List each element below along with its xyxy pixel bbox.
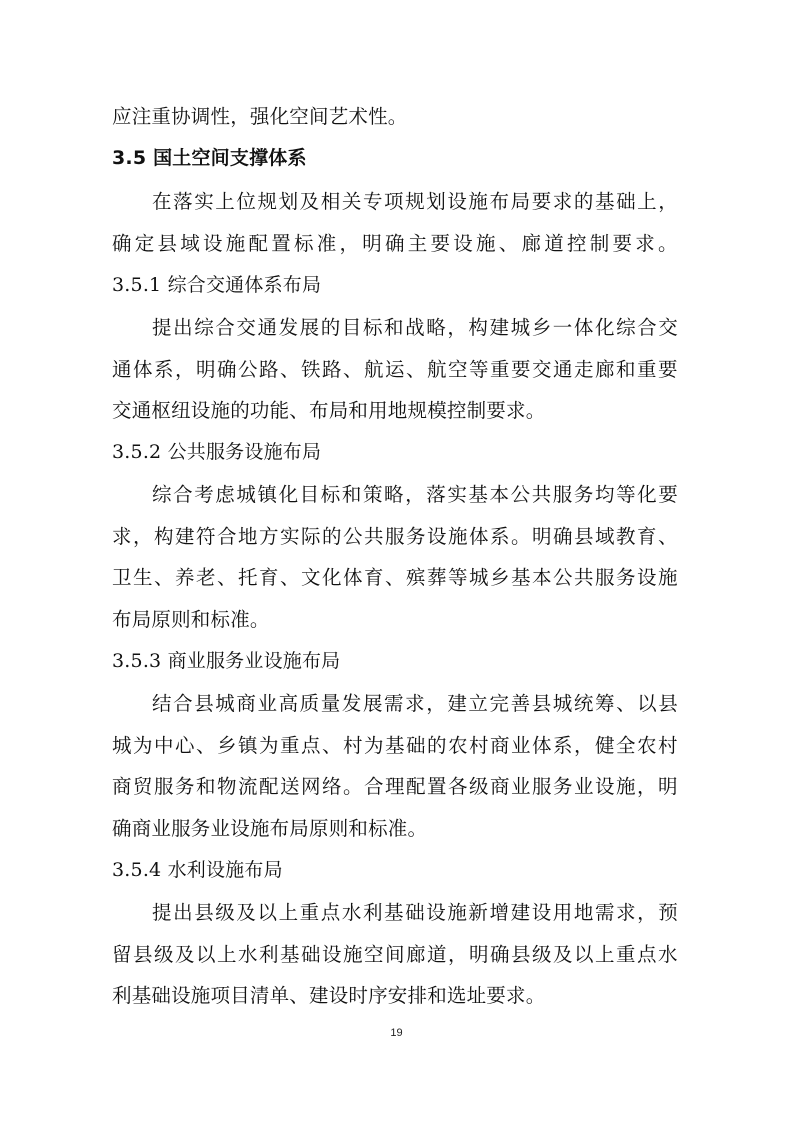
paragraph-line: 城 为 中 心 、 乡 镇 为 重 点 、 村 为 基 础 的 农 村 商 业 体 系 ， 健 全 农 村 [112,734,678,757]
paragraph-line: 确 定 县 域 设 施 配 置 标 准 ， 明 确 主 要 设 施 、 廊 道 控 制 要 求 。 [112,232,678,255]
paragraph-line: 通 体 系 ， 明 确 公 路 、 铁 路 、 航 运 、 航 空 等 重 要 交 通 走 廊 和 重 要 [112,358,678,381]
paragraph-line: 综 合 考 虑 城 镇 化 目 标 和 策 略 ， 落 实 基 本 公 共 服 务 均 等 化 要 [152,483,678,506]
subsection-heading: 3.5.2 公共服务设施布局 [112,441,322,463]
section-heading: 3.5 国土空间支撑体系 [112,147,307,169]
paragraph-line: 应注重协调性，强化空间艺术性。 [112,105,408,128]
subsection-heading: 3.5.1 综合交通体系布局 [112,274,322,296]
paragraph-line: 提 出 综 合 交 通 发 展 的 目 标 和 战 略 ， 构 建 城 乡 一 体 化 综 合 交 [152,316,678,339]
paragraph-line: 卫 生 、 养 老 、 托 育 、 文 化 体 育 、 殡 葬 等 城 乡 基 本 公 共 服 务 设 施 [112,566,678,589]
paragraph-line: 交通枢纽设施的功能、布局和用地规模控制要求。 [112,399,546,422]
paragraph-line: 留 县 级 及 以 上 水 利 基 础 设 施 空 间 廊 道 ， 明 确 县 级 及 以 上 重 点 水 [112,943,678,966]
paragraph-line: 结 合 县 城 商 业 高 质 量 发 展 需 求 ， 建 立 完 善 县 城 统 筹 、 以 县 [152,692,678,715]
subsection-heading: 3.5.4 水利设施布局 [112,859,283,881]
paragraph-line: 确商业服务业设施布局原则和标准。 [112,817,428,840]
paragraph-line: 商 贸 服 务 和 物 流 配 送 网 络 。 合 理 配 置 各 级 商 业 服 务 业 设 施 ， 明 [112,775,678,798]
paragraph-line: 提 出 县 级 及 以 上 重 点 水 利 基 础 设 施 新 增 建 设 用 地 需 求 ， 预 [152,901,678,924]
paragraph-line: 利基础设施项目清单、建设时序安排和选址要求。 [112,984,546,1007]
paragraph-line: 在 落 实 上 位 规 划 及 相 关 专 项 规 划 设 施 布 局 要 求 的 基 础 上 ， [152,190,678,213]
paragraph-line: 求 ， 构 建 符 合 地 方 实 际 的 公 共 服 务 设 施 体 系 。 明 确 县 域 教 育 、 [112,525,678,548]
paragraph-line: 布局原则和标准。 [112,608,270,631]
subsection-heading: 3.5.3 商业服务业设施布局 [112,650,341,672]
page-number: 19 [390,1027,403,1039]
